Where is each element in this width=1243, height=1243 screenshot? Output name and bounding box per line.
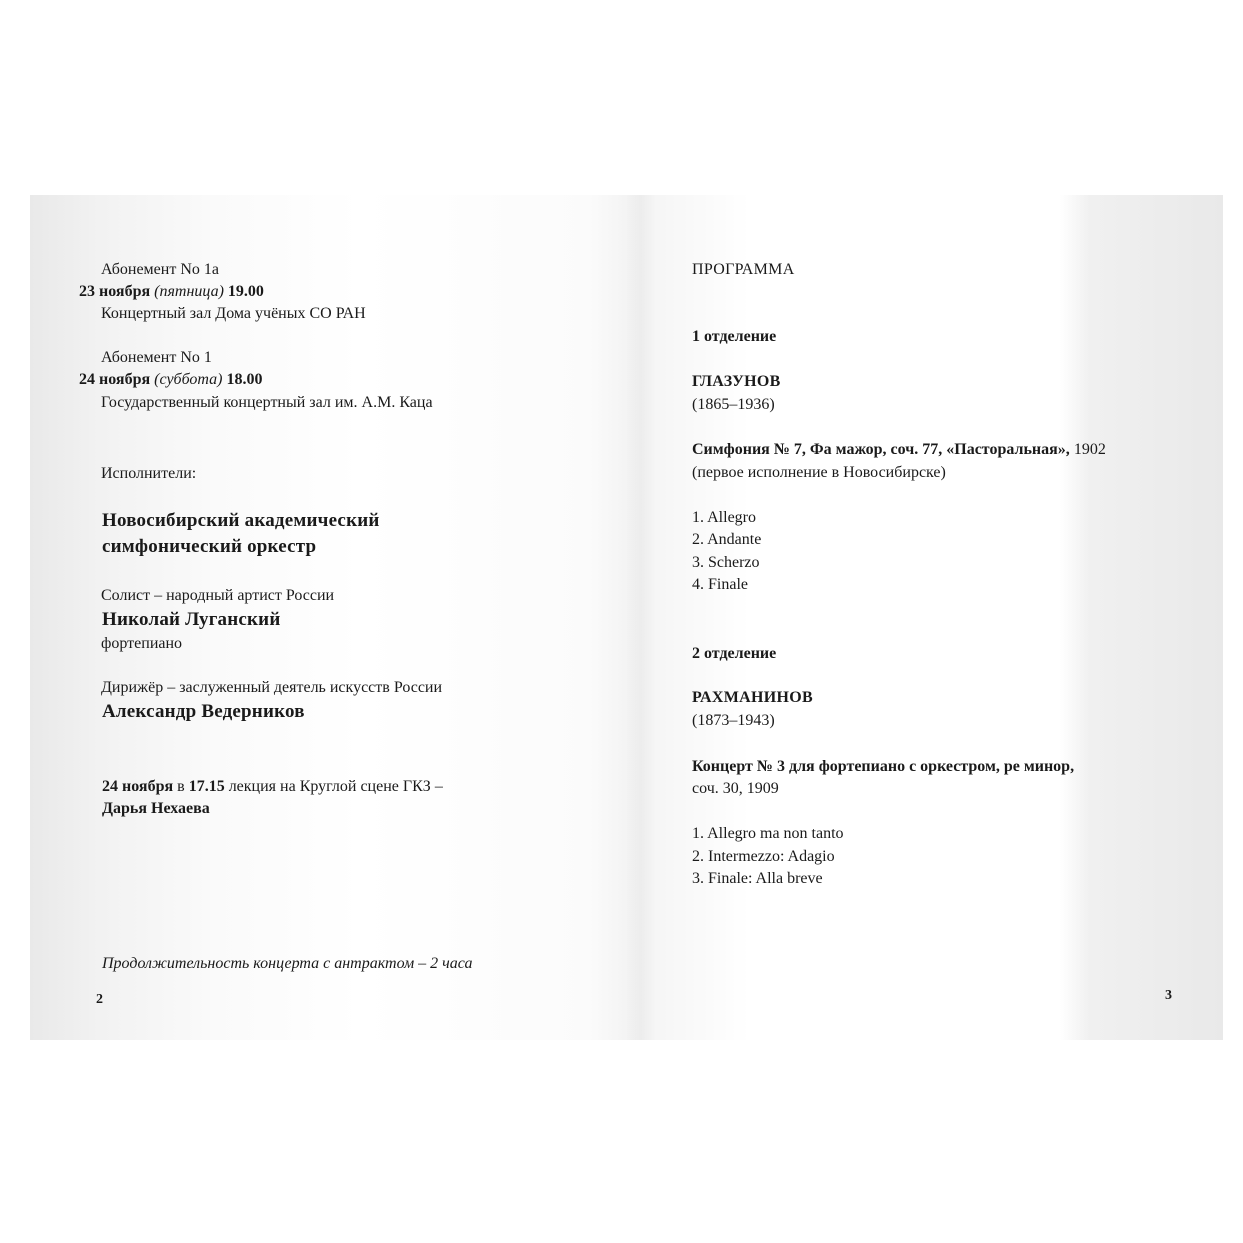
page-number-right: 3: [1165, 988, 1172, 1003]
concert-date: 24 ноября: [79, 371, 151, 388]
part1-title: 1 отделение: [692, 328, 777, 345]
part2-work-title: Концерт № 3 для фортепиано с оркестром, ре минор,: [692, 758, 1075, 775]
part1-movement: 1. Allegro: [692, 509, 756, 526]
lecturer-name: Дарья Нехаева: [102, 800, 210, 817]
part2-title: 2 отделение: [692, 645, 777, 662]
soloist-name: Николай Луганский: [102, 609, 281, 630]
orchestra-name-line1: Новосибирский академический: [102, 510, 380, 531]
part1-work-title: Симфония № 7, Фа мажор, соч. 77, «Пасторальная»,: [692, 441, 1070, 458]
venue-2: Государственный концертный зал им. А.М. Каца: [101, 394, 433, 411]
part2-composer: РАХМАНИНОВ: [692, 689, 813, 706]
subscription-1a-label: Абонемент No 1а: [101, 261, 219, 278]
lecture-text: лекция на Круглой сцене ГКЗ –: [228, 778, 443, 795]
soloist-title: Солист – народный артист России: [101, 587, 335, 604]
part1-composer: ГЛАЗУНОВ: [692, 373, 781, 390]
lecture-date: 24 ноября: [102, 778, 174, 795]
lecture-line: [102, 777, 443, 797]
subscription-1-label: Абонемент No 1: [101, 349, 212, 366]
concert-time: 19.00: [227, 283, 264, 300]
part2-composer-years: (1873–1943): [692, 712, 775, 729]
concert-date-1: [79, 282, 264, 302]
part1-movement: 4. Finale: [692, 576, 748, 593]
part2-movement: 2. Intermezzo: Adagio: [692, 848, 835, 865]
performers-heading: Исполнители:: [101, 465, 197, 482]
program-heading: ПРОГРАММА: [692, 261, 795, 278]
part1-movement: 3. Scherzo: [692, 554, 760, 571]
concert-date-2: [79, 370, 263, 390]
part1-work-year: 1902: [1073, 441, 1106, 458]
concert-date: 23 ноября: [79, 283, 151, 300]
conductor-name: Александр Ведерников: [102, 701, 305, 722]
part2-work-opus: соч. 30, 1909: [692, 780, 779, 797]
part1-movement: 2. Andante: [692, 531, 762, 548]
lecture-in: в: [177, 778, 185, 795]
venue-1: Концертный зал Дома учёных СО РАН: [101, 305, 366, 322]
concert-weekday: (суббота): [154, 371, 223, 388]
soloist-instrument: фортепиано: [101, 635, 183, 652]
part1-work: [692, 440, 1106, 460]
part1-composer-years: (1865–1936): [692, 396, 775, 413]
conductor-title: Дирижёр – заслуженный деятель искусств России: [101, 679, 443, 696]
page-number-left: 2: [96, 992, 103, 1007]
orchestra-name-line2: симфонический оркестр: [102, 536, 317, 557]
part2-movement: 1. Allegro ma non tanto: [692, 825, 844, 842]
part2-movement: 3. Finale: Alla breve: [692, 870, 823, 887]
concert-time: 18.00: [226, 371, 263, 388]
concert-duration: Продолжительность концерта с антрактом – 2 часа: [102, 955, 473, 972]
lecture-time: 17.15: [188, 778, 225, 795]
concert-weekday: (пятница): [154, 283, 224, 300]
page-fold: [626, 195, 656, 1040]
part1-note: (первое исполнение в Новосибирске): [692, 464, 946, 481]
